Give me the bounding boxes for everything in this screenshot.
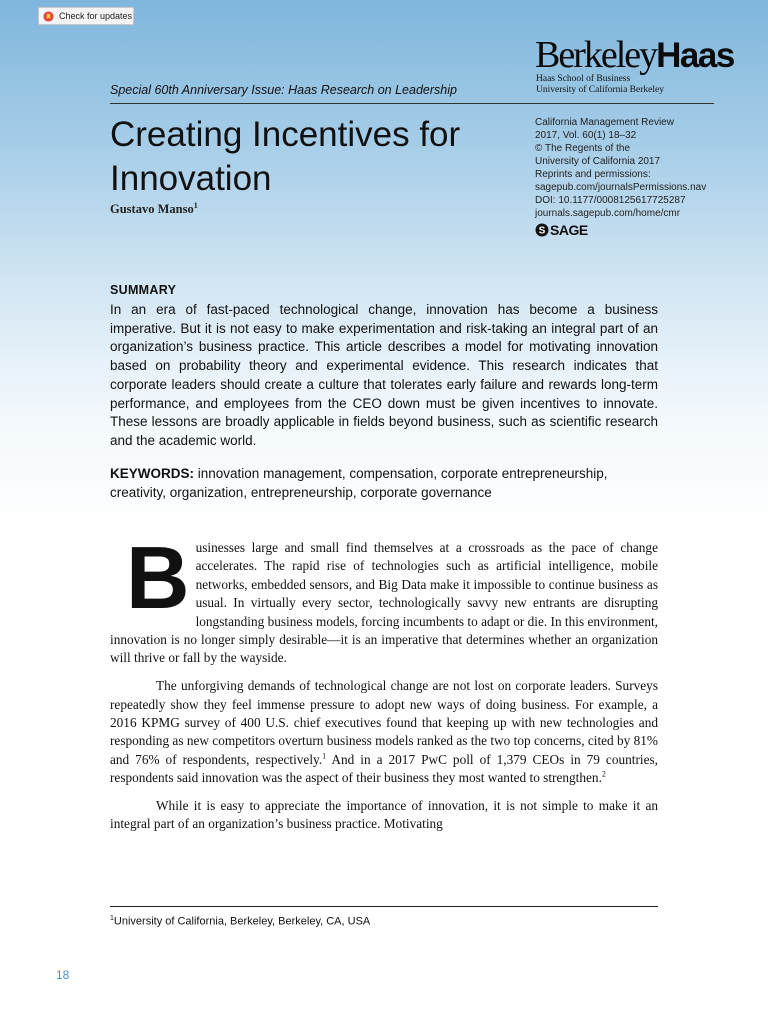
author-affiliation-mark: 1 — [193, 201, 198, 210]
body-paragraph-2-text-b: And in a 2017 PwC poll of 1,379 CEOs in 79 countries, respondents said innovation was the aspect of their business they most wanted to strengthen. — [110, 751, 658, 786]
svg-text:S: S — [538, 225, 546, 237]
meta-permissions-label: Reprints and permissions: — [535, 169, 651, 180]
body-paragraph-1-text: usinesses large and small find themselves at a crossroads as the pace of change accelerates. The rapid rise of technologies such as artificial intelligence, mobile networks, embedded sensors, and Big Data make it impossible to continue business as usual. In virtually every sector, technologically savvy new entrants are disrupting longstanding business models, forcing incumbents to adapt or die. In this environment, innovation is no longer simply desirable—it is an imperative that determines whether an organization will thrive or fall by the wayside. — [110, 540, 658, 666]
endnote-ref-1[interactable]: 1 — [322, 751, 327, 761]
logo-school-line: Haas School of Business — [536, 74, 631, 84]
endnote-ref-2[interactable]: 2 — [601, 769, 606, 779]
meta-doi[interactable]: DOI: 10.1177/0008125617725287 — [535, 195, 686, 206]
footnote-mark: 1 — [110, 915, 114, 922]
publication-metadata — [535, 116, 720, 237]
logo-university-line: University of California Berkeley — [536, 85, 664, 95]
drop-cap: B — [126, 528, 190, 627]
affiliation-footnote — [110, 915, 370, 928]
meta-journal: California Management Review — [535, 117, 674, 128]
author-name — [110, 201, 198, 217]
sage-s-icon — [535, 223, 549, 237]
body-paragraph-1 — [110, 528, 658, 668]
footnote-divider — [110, 906, 658, 907]
check-for-updates-label: Check for updates — [59, 11, 133, 21]
summary-heading: SUMMARY — [110, 283, 177, 297]
sage-wordmark: SAGE — [550, 221, 588, 238]
body-paragraph-2 — [110, 677, 658, 787]
bookmark-ribbon-icon — [43, 11, 54, 22]
sage-logo — [535, 223, 720, 237]
summary-text: In an era of fast-paced technological change, innovation has become a business imperative. But it is not easy to make experimentation and risk-taking an integral part of an organization’s business practice. This article describes a model for motivating innovation based on probability theory and experimental evidence. This research indicates that corporate leaders should create a culture that tolerates early failure and rewards long-term performance, and employees from the CEO down must be given incentives to innovate. These lessons are broadly applicable in fields beyond business, such as scientific research and the academic world. — [110, 302, 658, 448]
article-title: Creating Incentives for Innovation — [110, 115, 461, 198]
body-paragraph-2-text-a: The unforgiving demands of technological change are not lost on corporate leaders. Surveys repeatedly show they feel immense pressure to adopt new ways of doing business. For example, a 2016 KPMG survey of 400 U.S. chief executives found that keeping up with new technologies and responding as new competitors overturn business models ranked as the two top concerns, cited by 81% and 76% of respondents, respectively. — [110, 678, 659, 767]
berkeley-haas-logo — [535, 34, 734, 96]
meta-volume: 2017, Vol. 60(1) 18–32 — [535, 130, 637, 141]
check-for-updates-badge[interactable] — [38, 7, 134, 25]
article-body — [110, 528, 659, 834]
logo-name-berkeley: Berkeley — [535, 34, 657, 76]
meta-journal-link[interactable]: journals.sagepub.com/home/cmr — [535, 208, 681, 219]
keywords-paragraph — [110, 465, 658, 502]
keywords-list: innovation management, compensation, corporate entrepreneurship, creativity, organization, entrepreneurship, corporate governance — [110, 466, 608, 500]
meta-permissions-link[interactable]: sagepub.com/journalsPermissions.nav — [535, 182, 707, 193]
body-paragraph-3: While it is easy to appreciate the importance of innovation, it is not simple to make it an integral part of an organization’s business practice. Motivating — [110, 798, 658, 832]
meta-copyright: © The Regents of the — [535, 143, 631, 154]
footnote-text: University of California, Berkeley, Berkeley, CA, USA — [113, 915, 371, 928]
issue-series-title: Special 60th Anniversary Issue: Haas Research on Leadership — [110, 83, 457, 97]
meta-copyright-holder: University of California 2017 — [535, 156, 661, 167]
keywords-label: KEYWORDS: — [110, 466, 194, 481]
author-name-text: Gustavo Manso — [110, 202, 194, 217]
logo-name-haas: Haas — [656, 36, 734, 75]
page-number: 18 — [56, 968, 70, 982]
header-divider — [110, 103, 714, 104]
